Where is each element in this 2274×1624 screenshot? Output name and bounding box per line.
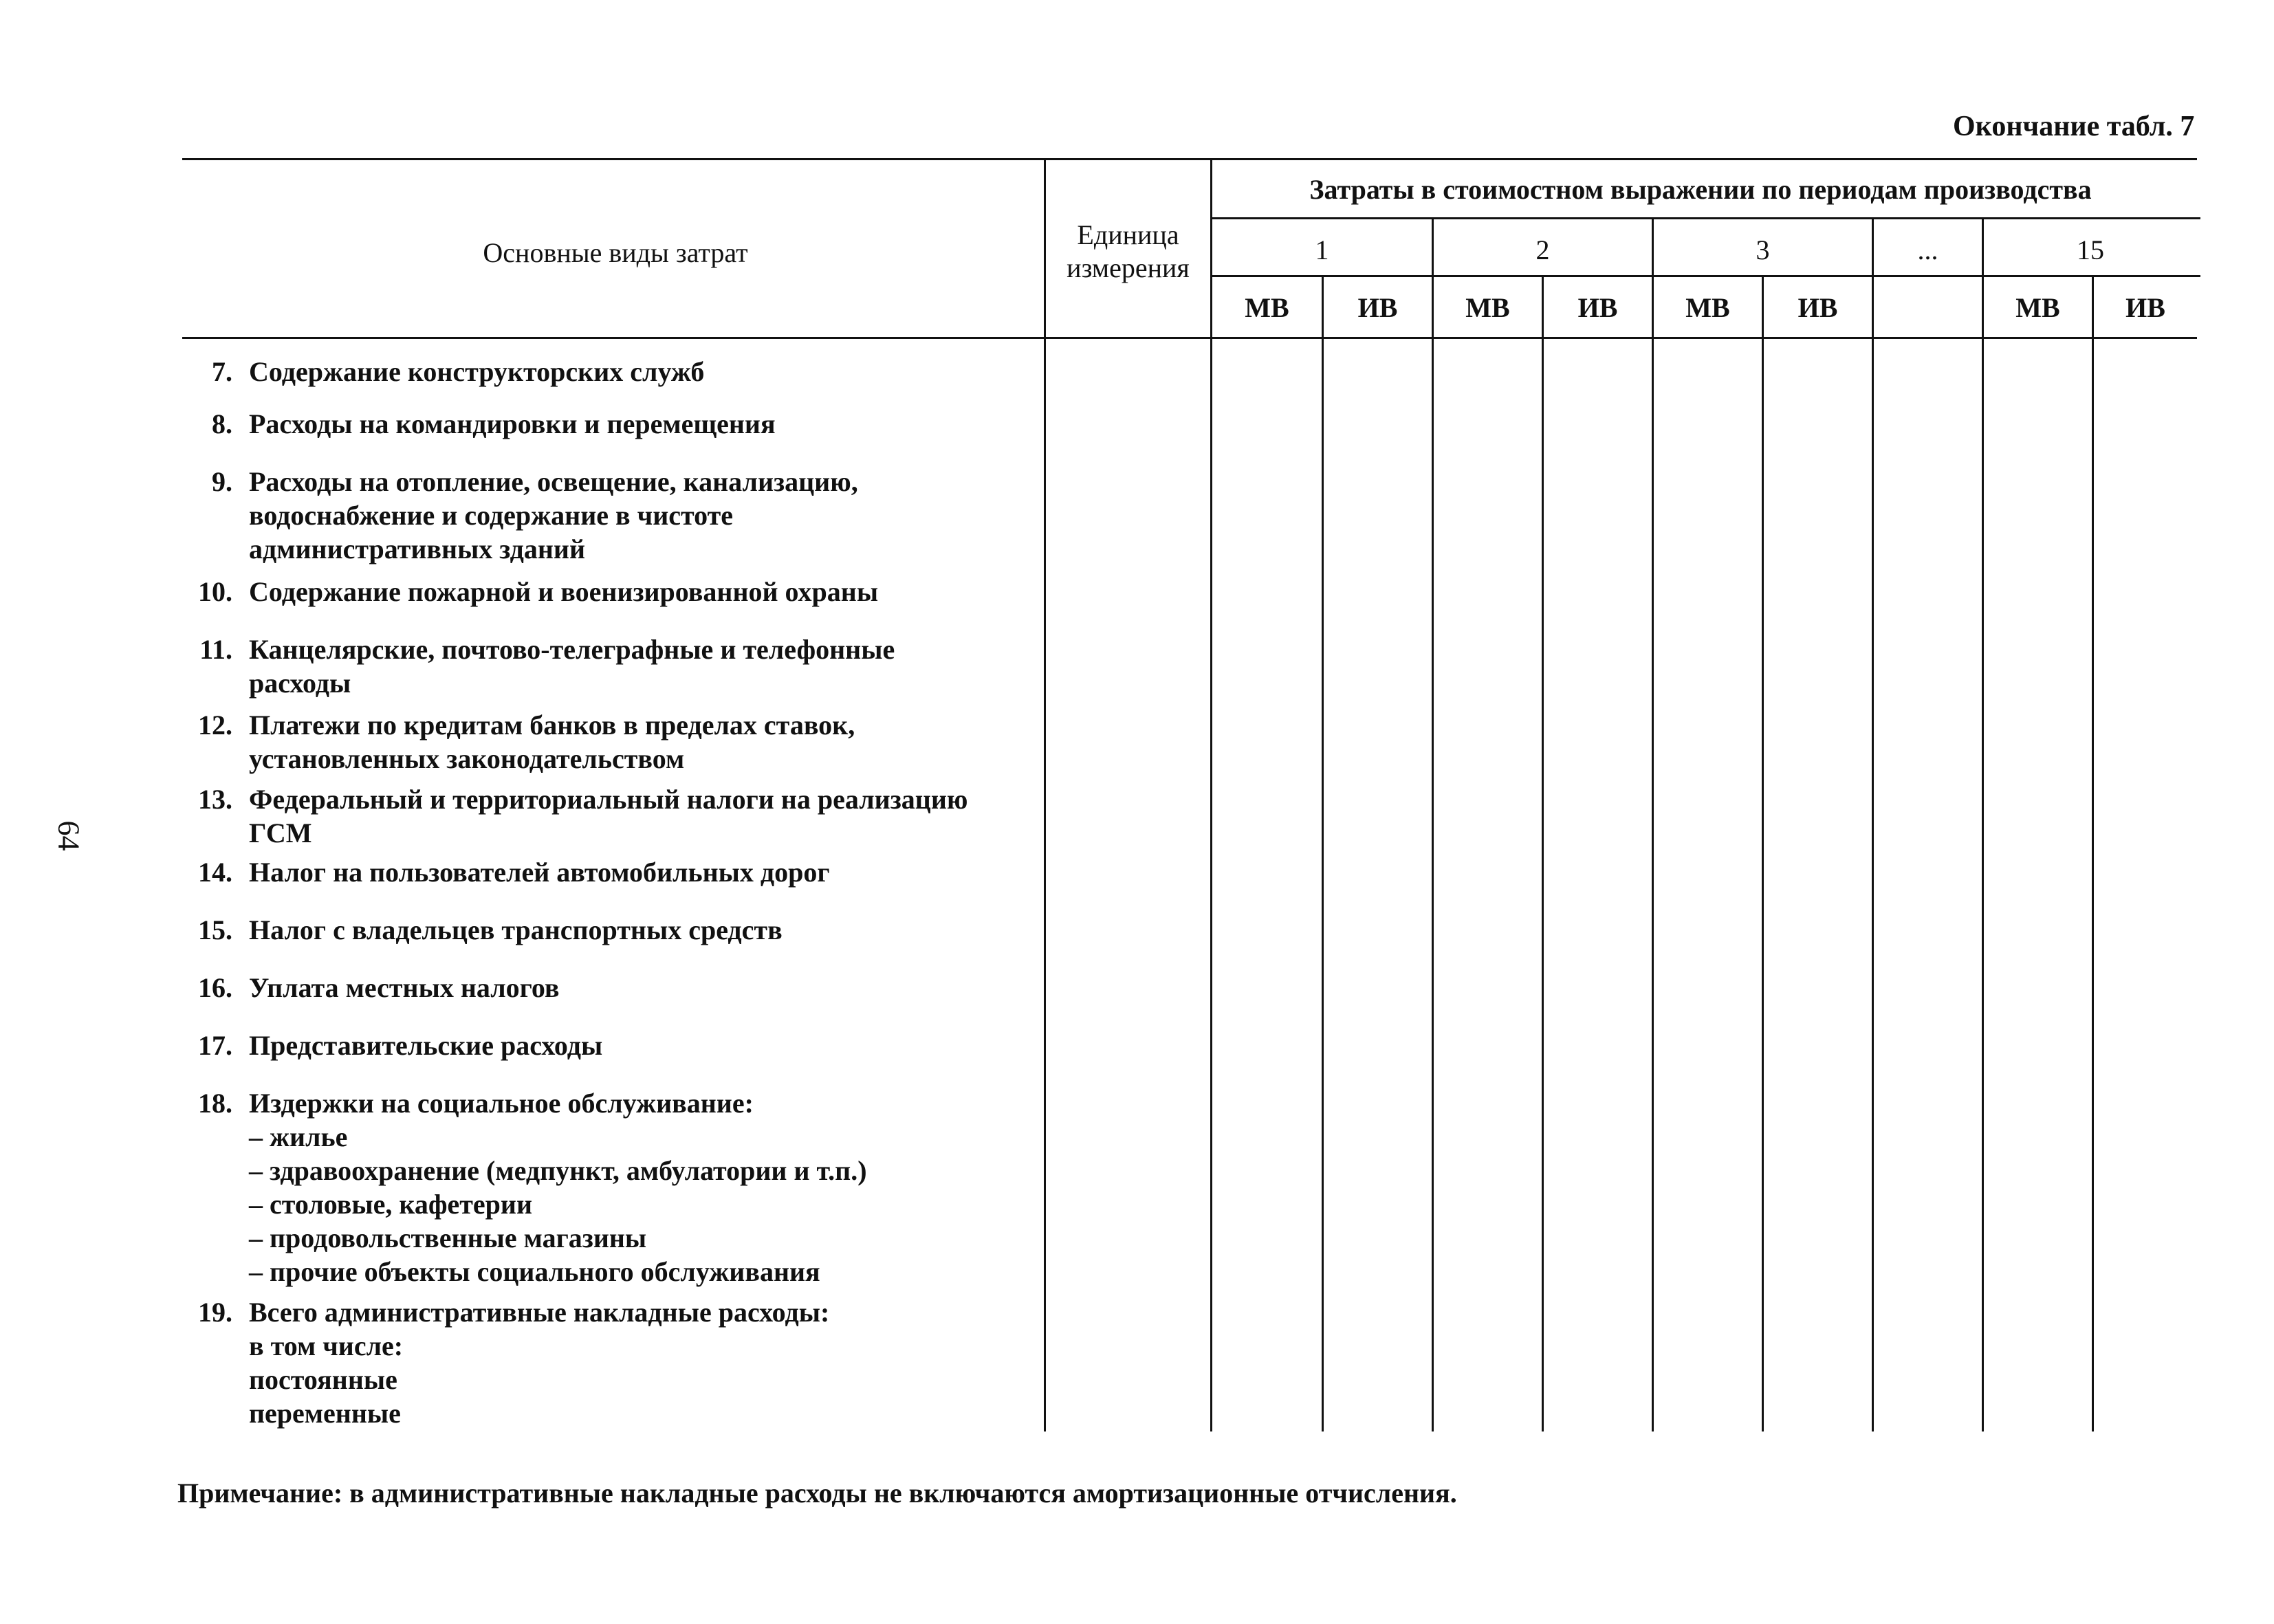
header-unit <box>1046 219 1210 285</box>
row-line: – столовые, кафетерии <box>249 1189 532 1220</box>
col-divider-p3 <box>1762 275 1764 1431</box>
row-line: – продовольственные магазины <box>249 1222 647 1253</box>
row-line: Федеральный и территориальный налоги на реализацию <box>249 784 968 815</box>
header-main-cost-types: Основные виды затрат <box>483 237 748 268</box>
row-line: водоснабжение и содержание в чистоте <box>249 500 733 531</box>
col-divider-main <box>1044 158 1046 1431</box>
col-divider-dots-p15 <box>1982 217 1984 1431</box>
row-line: Расходы на отопление, освещение, канализацию, <box>249 466 858 497</box>
row-number: 14. <box>198 857 232 888</box>
row-number: 16. <box>198 972 232 1003</box>
row-number: 9. <box>212 466 232 497</box>
row-line: – прочие объекты социального обслуживания <box>249 1256 820 1287</box>
row-text <box>249 971 559 1005</box>
col-divider-unit <box>1210 158 1212 1431</box>
row-text <box>249 782 967 850</box>
row-text <box>249 913 783 947</box>
header-cost-group-title: Затраты в стоимостном выражении по периодам производства <box>1309 174 2092 205</box>
row-text <box>249 855 830 889</box>
col-divider-p15 <box>2092 275 2094 1431</box>
row-line: Издержки на социальное обслуживание: <box>249 1088 754 1119</box>
row-line: Содержание пожарной и военизированной охраны <box>249 576 879 607</box>
header-unit-line2: измерения <box>1067 252 1190 283</box>
header-iv-p2: ИВ <box>1577 292 1618 323</box>
row-line: ГСМ <box>249 818 312 848</box>
header-unit-line1: Единица <box>1077 219 1179 250</box>
header-iv-p3: ИВ <box>1797 292 1838 323</box>
table-top-rule <box>182 158 2197 160</box>
row-line: постоянные <box>249 1364 397 1395</box>
row-line: – здравоохранение (медпункт, амбулатории и т.п.) <box>249 1155 867 1186</box>
header-period-1: 1 <box>1315 234 1329 265</box>
col-divider-p1 <box>1322 275 1324 1431</box>
row-line: в том числе: <box>249 1330 404 1361</box>
row-line: – жилье <box>249 1121 348 1152</box>
row-number: 7. <box>212 356 232 387</box>
header-period-2: 2 <box>1535 234 1550 265</box>
row-line: расходы <box>249 668 351 699</box>
header-iv-p1: ИВ <box>1357 292 1398 323</box>
table-caption: Окончание табл. 7 <box>1953 111 2195 142</box>
row-line: Налог с владельцев транспортных средств <box>249 914 783 945</box>
header-mv-p1: МВ <box>1245 292 1289 323</box>
col-divider-p3-dots <box>1872 217 1874 1431</box>
row-number: 18. <box>198 1088 232 1119</box>
header-period-15: 15 <box>2077 234 2104 265</box>
header-mv-p15: МВ <box>2015 292 2060 323</box>
row-line: Содержание конструкторских служб <box>249 356 705 387</box>
header-mv-p3: МВ <box>1685 292 1730 323</box>
row-text <box>249 708 855 776</box>
page-number: 64 <box>52 820 86 851</box>
row-text <box>249 1295 829 1430</box>
row-number: 13. <box>198 784 232 815</box>
header-period-3: 3 <box>1756 234 1770 265</box>
row-text <box>249 1086 867 1288</box>
periods-rule <box>1210 275 2200 277</box>
row-line: Платежи по кредитам банков в пределах ставок, <box>249 710 855 740</box>
row-text <box>249 407 776 441</box>
row-text <box>249 355 704 388</box>
header-mv-p2: МВ <box>1465 292 1510 323</box>
row-line: Налог на пользователей автомобильных дорог <box>249 857 830 888</box>
header-period-ellipsis: ... <box>1917 234 1938 265</box>
row-number: 10. <box>198 576 232 607</box>
row-number: 15. <box>198 914 232 945</box>
header-iv-p15: ИВ <box>2125 292 2165 323</box>
row-line: переменные <box>249 1398 401 1429</box>
col-divider-p2 <box>1542 275 1544 1431</box>
row-line: установленных законодательством <box>249 743 685 774</box>
col-divider-p2-p3 <box>1652 217 1654 1431</box>
row-text <box>249 575 878 608</box>
row-line: Уплата местных налогов <box>249 972 560 1003</box>
row-line: Представительские расходы <box>249 1030 603 1061</box>
footnote: Примечание: в административные накладные расходы не включаются амортизационные отчисления. <box>177 1478 1457 1508</box>
row-number: 11. <box>199 634 232 665</box>
row-line: административных зданий <box>249 534 586 564</box>
row-line: Канцелярские, почтово-телеграфные и телефонные <box>249 634 895 665</box>
col-divider-p1-p2 <box>1432 217 1434 1431</box>
row-number: 12. <box>198 710 232 740</box>
group-title-rule <box>1210 217 2200 219</box>
row-text <box>249 1029 602 1062</box>
row-number: 8. <box>212 408 232 439</box>
row-number: 19. <box>198 1297 232 1328</box>
row-line: Всего административные накладные расходы: <box>249 1297 830 1328</box>
row-line: Расходы на командировки и перемещения <box>249 408 776 439</box>
header-bottom-rule <box>182 337 2197 339</box>
row-text <box>249 633 895 700</box>
row-number: 17. <box>198 1030 232 1061</box>
row-text <box>249 465 858 566</box>
